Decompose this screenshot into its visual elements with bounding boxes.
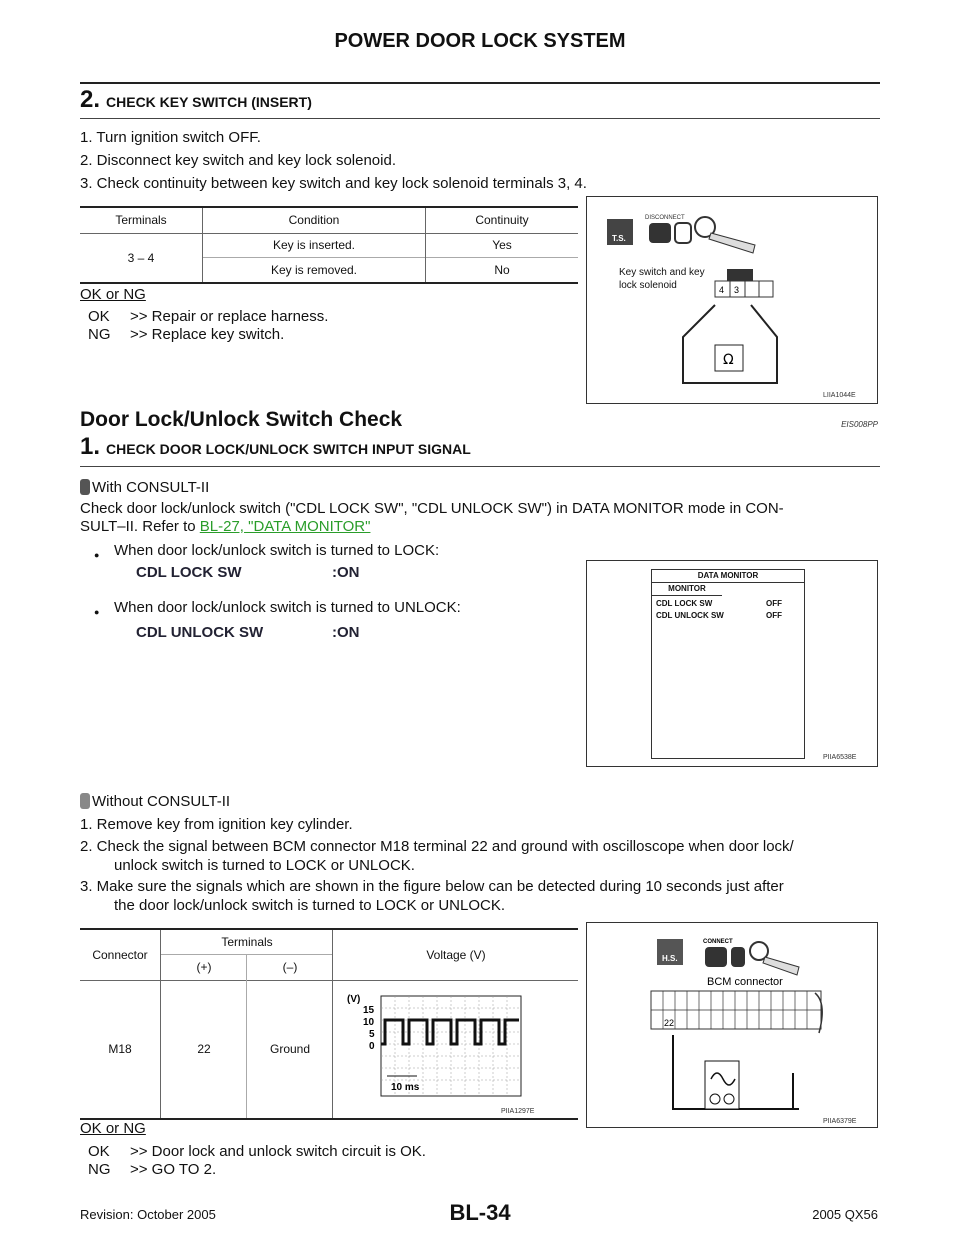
instruction: 3. Make sure the signals which are shown in the figure below can be detected during 10 seconds just after bbox=[80, 878, 784, 895]
result-ok: OK >> Door lock and unlock switch circuit is OK. bbox=[88, 1143, 426, 1160]
data-monitor-figure bbox=[586, 560, 878, 767]
monitor-row-label: CDL UNLOCK SW bbox=[656, 611, 724, 620]
section-code: EIS008PP bbox=[841, 420, 878, 429]
section-title: Door Lock/Unlock Switch Check bbox=[80, 408, 403, 431]
connect-label: CONNECT bbox=[703, 939, 733, 945]
consult-icon bbox=[80, 479, 90, 495]
figure-code: PIIA6538E bbox=[823, 754, 857, 761]
instruction-cont: unlock switch is turned to LOCK or UNLOCK. bbox=[114, 857, 415, 874]
instruction-cont: the door lock/unlock switch is turned to LOCK or UNLOCK. bbox=[114, 897, 505, 914]
pin-22-label: 22 bbox=[664, 1018, 675, 1028]
revision-date: Revision: October 2005 bbox=[80, 1207, 216, 1222]
scope-tick: 10 bbox=[363, 1017, 375, 1028]
monitor-screen bbox=[651, 569, 805, 759]
scope-unit: (V) bbox=[347, 994, 361, 1005]
table-header: Connector bbox=[92, 948, 148, 962]
key-switch-diagram bbox=[587, 197, 877, 403]
disconnect-label: DISCONNECT bbox=[645, 215, 685, 221]
voltage-table bbox=[80, 928, 578, 1120]
page-number: BL-34 bbox=[449, 1200, 511, 1225]
header-rule bbox=[80, 82, 880, 84]
table-header: Condition bbox=[203, 207, 426, 233]
paragraph: SULT–II. Refer to BL-27, "DATA MONITOR" bbox=[80, 518, 371, 535]
table-cell: Key is inserted. bbox=[203, 233, 426, 257]
bcm-connector-figure bbox=[586, 922, 878, 1128]
table-cell: No bbox=[426, 257, 579, 283]
step-title: CHECK KEY SWITCH (INSERT) bbox=[106, 94, 312, 110]
table-cell: Key is removed. bbox=[203, 257, 426, 283]
scope-tick: 0 bbox=[369, 1041, 375, 1052]
bcm-diagram bbox=[587, 923, 877, 1127]
instruction: 1. Turn ignition switch OFF. bbox=[80, 129, 261, 146]
hs-label: H.S. bbox=[662, 954, 678, 963]
bullet-item: ● When door lock/unlock switch is turned to UNLOCK: bbox=[114, 598, 461, 618]
step-2-heading bbox=[80, 86, 312, 114]
bcm-connector-label: BCM connector bbox=[707, 976, 783, 988]
with-consult-label: With CONSULT-II bbox=[92, 479, 210, 496]
pin-4-label: 4 bbox=[719, 285, 725, 295]
table-cell: Yes bbox=[426, 233, 579, 257]
without-consult-line bbox=[80, 792, 230, 812]
table-header: Voltage (V) bbox=[332, 930, 579, 980]
result-ng: NG >> GO TO 2. bbox=[88, 1161, 217, 1178]
monitor-value: :ON bbox=[332, 624, 360, 641]
oscilloscope-meter bbox=[705, 1061, 739, 1109]
figure-code: LIIA1044E bbox=[823, 392, 856, 399]
monitor-subtitle: MONITOR bbox=[652, 583, 722, 596]
connector-icon bbox=[649, 223, 671, 243]
ohm-symbol: Ω bbox=[723, 352, 734, 368]
figure-code: PIIA1297E bbox=[501, 1108, 535, 1115]
figure-label: lock solenoid bbox=[619, 280, 677, 291]
monitor-row-value: OFF bbox=[766, 599, 782, 608]
monitor-value-label: CDL LOCK SW bbox=[136, 564, 242, 581]
data-monitor-link[interactable]: BL-27, "DATA MONITOR" bbox=[199, 518, 371, 535]
instruction: 1. Remove key from ignition key cylinder. bbox=[80, 816, 353, 833]
key-blade-icon bbox=[763, 957, 799, 975]
connector-latch bbox=[727, 269, 753, 281]
table-header: (+) bbox=[160, 954, 247, 980]
pin-3-label: 3 bbox=[734, 285, 740, 295]
connector-icon bbox=[705, 947, 727, 967]
page-title: POWER DOOR LOCK SYSTEM bbox=[334, 30, 626, 52]
bullet-item: ● When door lock/unlock switch is turned to LOCK: bbox=[114, 541, 439, 561]
table-header: Continuity bbox=[426, 207, 579, 233]
monitor-row-label: CDL LOCK SW bbox=[656, 599, 713, 608]
monitor-value-label: CDL UNLOCK SW bbox=[136, 624, 264, 641]
key-blade-icon bbox=[709, 233, 755, 253]
continuity-table bbox=[80, 206, 578, 284]
scope-tick: 15 bbox=[363, 1005, 375, 1016]
instruction: 3. Check continuity between key switch and key lock solenoid terminals 3, 4. bbox=[80, 175, 587, 192]
scope-signal bbox=[381, 1020, 519, 1044]
step-rule bbox=[80, 466, 880, 467]
oscilloscope-icon bbox=[80, 793, 90, 809]
step-number: 1. bbox=[80, 433, 101, 460]
table-cell: Ground bbox=[246, 980, 333, 1118]
oscilloscope-waveform bbox=[333, 980, 579, 1118]
monitor-title: DATA MONITOR bbox=[652, 570, 804, 583]
monitor-row-value: OFF bbox=[766, 611, 782, 620]
waveform-cell bbox=[332, 980, 579, 1118]
figure-label: Key switch and key bbox=[619, 267, 705, 278]
instruction: 2. Check the signal between BCM connector M18 terminal 22 and ground with oscilloscope when door lock/ bbox=[80, 838, 794, 855]
scope-tick: 5 bbox=[369, 1029, 375, 1040]
scope-time-label: 10 ms bbox=[391, 1082, 420, 1093]
result-ok: OK >> Repair or replace harness. bbox=[88, 308, 329, 325]
result-ng: NG >> Replace key switch. bbox=[88, 326, 285, 343]
instruction: 2. Disconnect key switch and key lock solenoid. bbox=[80, 152, 396, 169]
key-switch-figure bbox=[586, 196, 878, 404]
connector-icon bbox=[731, 947, 745, 967]
connector-icon bbox=[675, 223, 691, 243]
table-cell: 22 bbox=[160, 980, 247, 1118]
step-title: CHECK DOOR LOCK/UNLOCK SWITCH INPUT SIGNAL bbox=[106, 441, 471, 457]
step-rule bbox=[80, 118, 880, 119]
with-consult-line bbox=[80, 478, 209, 498]
figure-code: PIIA6379E bbox=[823, 1118, 857, 1125]
ok-or-ng-label: OK or NG bbox=[80, 286, 146, 303]
without-consult-label: Without CONSULT-II bbox=[92, 793, 231, 810]
paragraph: Check door lock/unlock switch ("CDL LOCK SW", "CDL UNLOCK SW") in DATA MONITOR mode in CON- bbox=[80, 500, 784, 517]
model-year: 2005 QX56 bbox=[812, 1207, 878, 1222]
ok-or-ng-label: OK or NG bbox=[80, 1120, 146, 1137]
table-header: Terminals bbox=[160, 930, 333, 955]
step-number: 2. bbox=[80, 86, 101, 113]
table-header: Terminals bbox=[115, 213, 167, 228]
monitor-value: :ON bbox=[332, 564, 360, 581]
ts-label: T.S. bbox=[612, 234, 626, 243]
table-cell: M18 bbox=[108, 1042, 132, 1056]
step-1-heading bbox=[80, 433, 471, 461]
table-cell: 3 – 4 bbox=[127, 250, 155, 265]
table-header: (–) bbox=[246, 954, 333, 980]
